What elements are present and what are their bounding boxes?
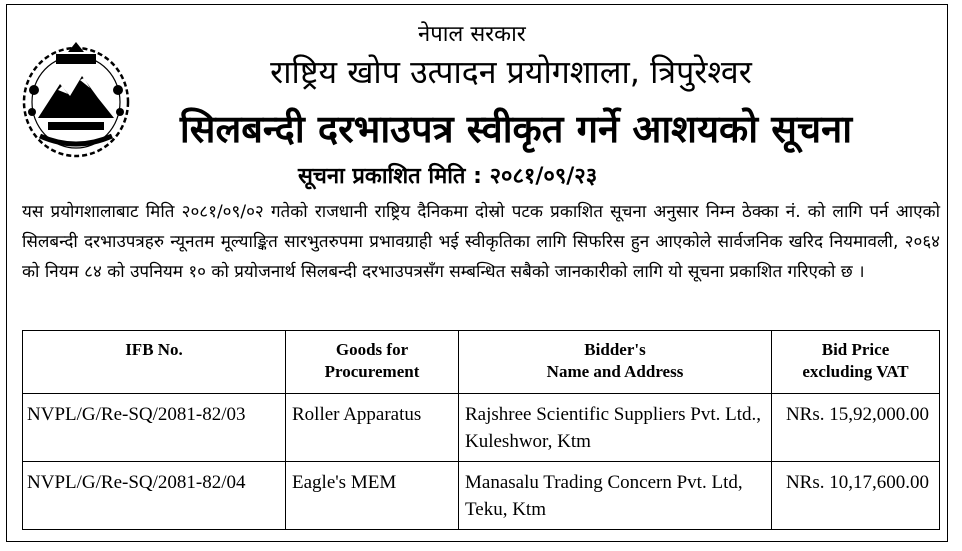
- table-row: [23, 462, 940, 530]
- cell-ifb: NVPL/G/Re-SQ/2081-82/03: [23, 394, 286, 462]
- bid-table: [22, 330, 940, 530]
- cell-price: NRs. 10,17,600.00: [772, 462, 940, 530]
- cell-bidder: Manasalu Trading Concern Pvt. Ltd, Teku, Ktm: [459, 462, 772, 530]
- header-ifb: IFB No.: [23, 331, 286, 394]
- notice-title: सिलबन्दी दरभाउपत्र स्वीकृत गर्ने आशयको सूचना: [179, 107, 853, 151]
- notice-body: यस प्रयोगशालाबाट मिति २०८१/०९/०२ गतेको राजधानी राष्ट्रिय दैनिकमा दोस्रो पटक प्रकाशित सूचना अनुसार निम्न ठेक्का नं. को लागि पर्न आएको सिलबन्दी दरभाउपत्रहरु न्यूनतम मूल्याङ्कित सारभुतरुपमा प्रभावग्राही भई स्वीकृतिका लागि सिफरिस हुन आएकोले सार्वजनिक खरिद नियमावली, २०६४ को नियम ८४ को उपनियम १० को प्रयोजनार्थ सिलबन्दी दरभाउपत्रसँग सम्बन्धित सबैको जानकारीको लागि यो सूचना प्रकाशित गरिएको छ ।: [22, 202, 940, 282]
- header-price: Bid Price excluding VAT: [772, 331, 940, 394]
- cell-bidder: Rajshree Scientific Suppliers Pvt. Ltd., Kuleshwor, Ktm: [459, 394, 772, 462]
- table-header-row: [23, 331, 940, 394]
- publication-date: सूचना प्रकाशित मिति : २०८१/०९/२३: [298, 164, 598, 189]
- table-row: [23, 394, 940, 462]
- header-bidder: Bidder's Name and Address: [459, 331, 772, 394]
- government-name: नेपाल सरकार: [418, 22, 526, 47]
- header-goods: Goods for Procurement: [286, 331, 459, 394]
- cell-goods: Eagle's MEM: [286, 462, 459, 530]
- cell-ifb: NVPL/G/Re-SQ/2081-82/04: [23, 462, 286, 530]
- organization-name: राष्ट्रिय खोप उत्पादन प्रयोगशाला, त्रिपुरेश्वर: [270, 53, 752, 91]
- cell-goods: Roller Apparatus: [286, 394, 459, 462]
- cell-price: NRs. 15,92,000.00: [772, 394, 940, 462]
